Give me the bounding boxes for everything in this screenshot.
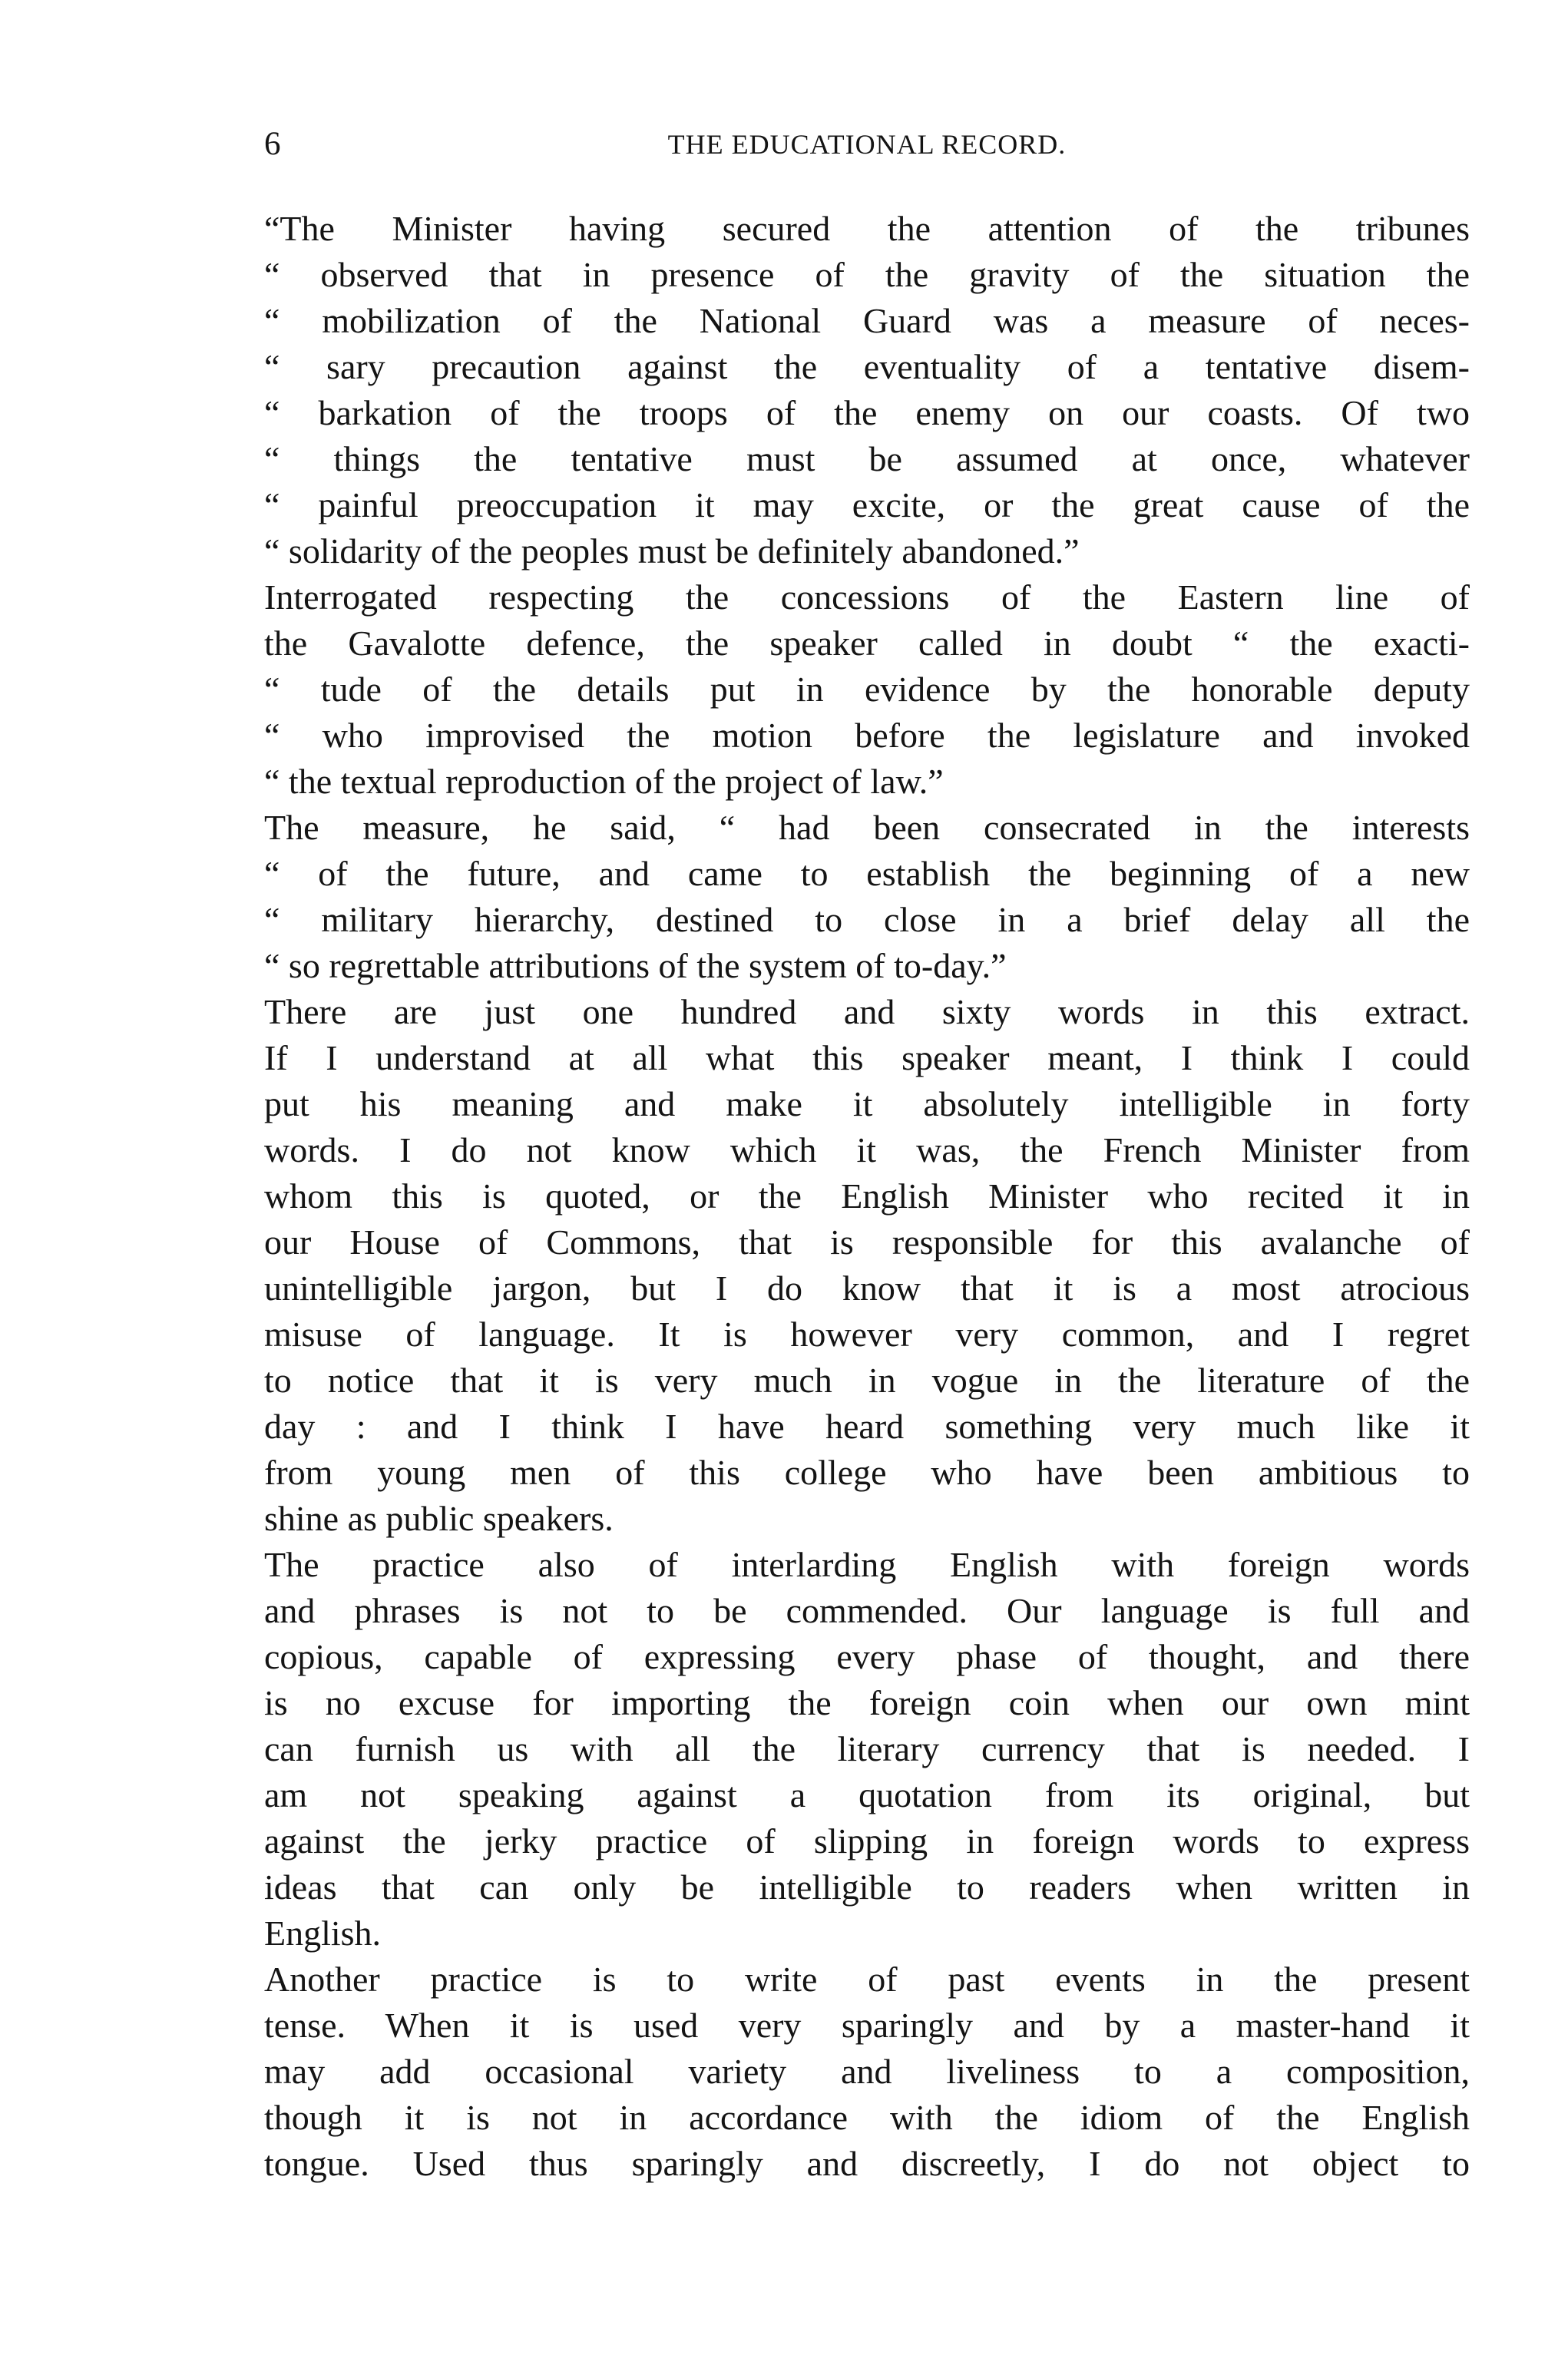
text-line: am not speaking against a quotation from its original, but (264, 1775, 1470, 1814)
text-line: “ solidarity of the peoples must be definitely abandoned.” (264, 531, 1080, 571)
text-line: words. I do not know which it was, the French Minister from (264, 1130, 1470, 1169)
text-line: the Gavalotte defence, the speaker called in doubt “ the exacti- (264, 624, 1470, 663)
text-line: “ sary precaution against the eventuality of a tentative disem- (264, 347, 1470, 386)
text-line: “ tude of the details put in evidence by the honorable deputy (264, 670, 1470, 709)
text-line: “ of the future, and came to establish the beginning of a new (264, 854, 1470, 893)
text-line: may add occasional variety and liveliness to a composition, (264, 2052, 1470, 2091)
text-line: “The Minister having secured the attention of the tribunes (264, 209, 1470, 248)
text-line: “ painful preoccupation it may excite, or the great cause of the (264, 485, 1470, 524)
text-line: “ so regrettable attributions of the system of to-day.” (264, 946, 1007, 985)
text-line: If I understand at all what this speaker meant, I think I could (264, 1038, 1470, 1077)
text-line: shine as public speakers. (264, 1499, 614, 1538)
page-number: 6 (264, 126, 281, 162)
text-line: tense. When it is used very sparingly and by a master-hand it (264, 2006, 1470, 2045)
text-line: and phrases is not to be commended. Our language is full and (264, 1591, 1470, 1630)
text-line: whom this is quoted, or the English Minister who recited it in (264, 1176, 1470, 1216)
running-head: THE EDUCATIONAL RECORD. (667, 129, 1067, 160)
text-line: though it is not in accordance with the idiom of the English (264, 2098, 1470, 2137)
text-line: “ mobilization of the National Guard was a measure of neces- (264, 301, 1470, 340)
text-line: The measure, he said, “ had been consecrated in the interests (264, 808, 1470, 847)
text-line: “ who improvised the motion before the legislature and invoked (264, 716, 1470, 755)
text-line: put his meaning and make it absolutely intelligible in forty (264, 1084, 1470, 1123)
text-line: English. (264, 1914, 382, 1953)
text-line: can furnish us with all the literary currency that is needed. I (264, 1729, 1470, 1768)
text-line: against the jerky practice of slipping in foreign words to express (264, 1821, 1470, 1861)
text-line: misuse of language. It is however very common, and I regret (264, 1315, 1470, 1354)
text-line: our House of Commons, that is responsible for this avalanche of (264, 1222, 1470, 1262)
text-line: Interrogated respecting the concessions of the Eastern line of (264, 577, 1470, 617)
text-line: unintelligible jargon, but I do know that it is a most atrocious (264, 1269, 1470, 1308)
text-line: to notice that it is very much in vogue in the literature of the (264, 1361, 1470, 1400)
text-line: “ military hierarchy, destined to close in a brief delay all the (264, 900, 1470, 939)
text-line: Another practice is to write of past events in the present (264, 1960, 1470, 1999)
text-line: The practice also of interlarding English with foreign words (264, 1545, 1470, 1584)
text-line: “ barkation of the troops of the enemy on our coasts. Of two (264, 393, 1470, 432)
text-line: “ things the tentative must be assumed at once, whatever (264, 439, 1470, 478)
text-line: “ the textual reproduction of the project of law.” (264, 762, 944, 801)
page-header (264, 121, 1470, 167)
text-line: from young men of this college who have been ambitious to (264, 1453, 1470, 1492)
text-line: ideas that can only be intelligible to readers when written in (264, 1867, 1470, 1907)
text-line: day : and I think I have heard something very much like it (264, 1407, 1470, 1446)
text-line: There are just one hundred and sixty words in this extract. (264, 992, 1470, 1031)
text-line: “ observed that in presence of the gravity of the situation the (264, 255, 1470, 294)
text-line: copious, capable of expressing every phase of thought, and there (264, 1637, 1470, 1676)
text-line: tongue. Used thus sparingly and discreetly, I do not object to (264, 2144, 1470, 2183)
text-line: is no excuse for importing the foreign coin when our own mint (264, 1683, 1470, 1722)
